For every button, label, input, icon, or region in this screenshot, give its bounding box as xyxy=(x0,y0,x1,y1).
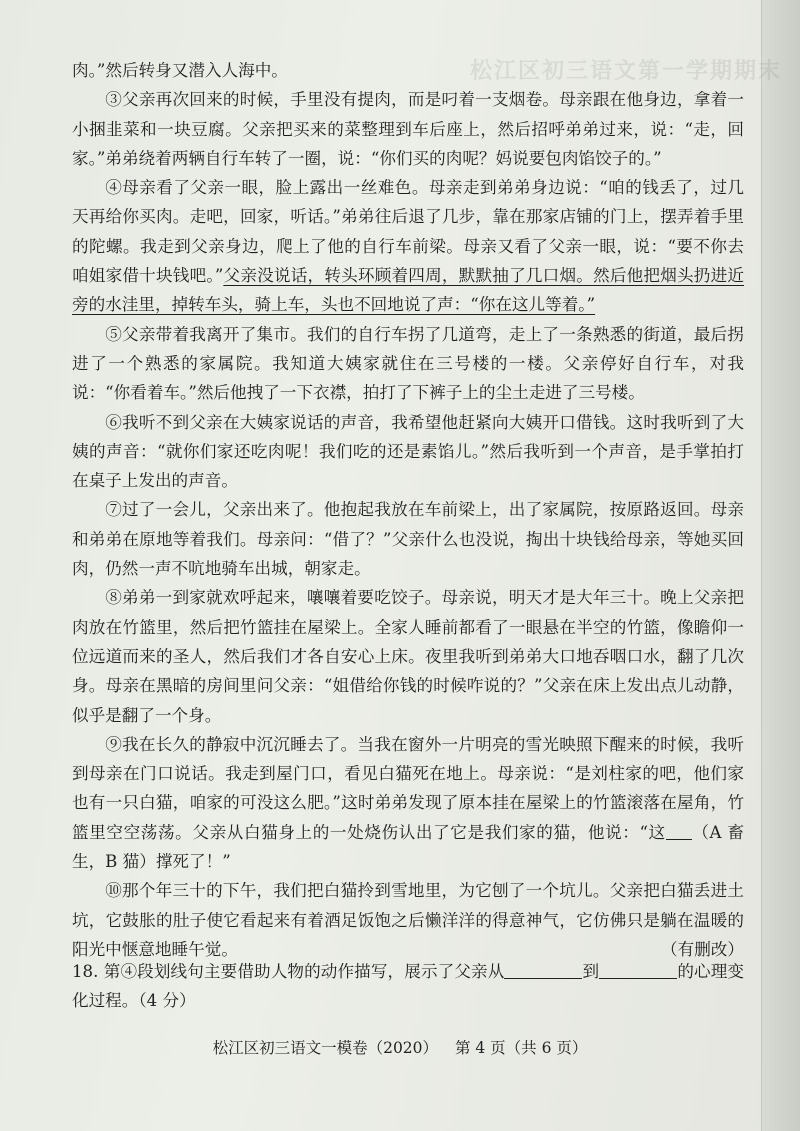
page-footer xyxy=(0,1036,800,1058)
paragraph-intro: 肉。”然后转身又潜入人海中。 xyxy=(72,61,288,80)
paragraph-6: ⑥我听不到父亲在大姨家说话的声音，我希望他赶紧向大姨开口借钱。这时我听到了大姨的声音：“就你们家还吃肉呢！我们吃的还是素馅儿。”然后我听到一个声音，是手掌拍打在桌子上发出的声音。 xyxy=(72,412,744,491)
paragraph-5: ⑤父亲带着我离开了集市。我们的自行车拐了几道弯，走上了一条熟悉的街道，最后拐进了一个熟悉的家属院。我知道大姨家就住在三号楼的一楼。父亲停好自行车，对我说：“你看着车。”然后他拽了一下衣襟，拍打了下裤子上的尘土走进了三号楼。 xyxy=(72,324,744,403)
question-18-blank-2[interactable] xyxy=(599,962,677,979)
question-18-text-a: 18. 第④段划线句主要借助人物的动作描写，展示了父亲从 xyxy=(72,962,505,981)
question-18-text-b: 到 xyxy=(582,962,600,981)
edit-note: （有删改） xyxy=(661,939,744,959)
paragraph-9-blank[interactable] xyxy=(666,823,692,840)
question-18 xyxy=(72,957,744,1016)
paragraph-9-text: ⑨我在长久的静寂中沉沉睡去了。当我在窗外一片明亮的雪光映照下醒来的时候，我听到母亲在门口说话。我走到屋门口，看见白猫死在地上。母亲说：“是刘柱家的吧，他们家也有一只白猫，咱家的可没这么肥。”这时弟弟发现了原本挂在屋梁上的竹篮滚落在屋角，竹篮里空空荡荡。父亲从白猫身上的一处烧伤认出了它是我们家的猫，他说：“这 xyxy=(72,734,744,842)
question-18-blank-1[interactable] xyxy=(504,962,582,979)
paragraph-7: ⑦过了一会儿，父亲出来了。他抱起我放在车前梁上，出了家属院，按原路返回。母亲和弟弟在原地等着我们。母亲问：“借了？”父亲什么也没说，掏出十块钱给母亲，等她买回肉，仍然一声不吭地骑车出城，朝家走。 xyxy=(72,500,744,579)
question-18-text-c: 的心理变化过程。（4 分） xyxy=(72,962,744,1011)
page-binding-edge xyxy=(761,0,800,1131)
paragraph-9 xyxy=(72,730,744,876)
footer-page-number: 第 4 页（共 6 页） xyxy=(454,1039,588,1057)
paragraph-8: ⑧弟弟一到家就欢呼起来，嚷嚷着要吃饺子。母亲说，明天才是大年三十。晚上父亲把肉放在竹篮里，然后把竹篮挂在屋梁上。全家人睡前都看了一眼悬在半空的竹篮，像瞻仰一位远道而来的圣人，然后我们才各自安心上床。夜里我听到弟弟大口地吞咽口水，翻了几次身。母亲在黑暗的房间里问父亲：“姐借给你钱的时候咋说的？”父亲在床上发出点儿动静，似乎是翻了一个身。 xyxy=(72,588,744,725)
paragraph-9-options: （A 畜生，B 猫）撑死了！” xyxy=(72,822,745,872)
paragraph-10 xyxy=(72,876,744,964)
reading-passage xyxy=(72,56,744,964)
paragraph-3: ③父亲再次回来的时候，手里没有提肉，而是叼着一支烟卷。母亲跟在他身边，拿着一小捆韭菜和一块豆腐。父亲把买来的菜整理到车后座上，然后招呼弟弟过来，说：“走，回家。”弟弟绕着两辆自行车转了一圈，说：“你们买的肉呢？妈说要包肉馅饺子的。” xyxy=(72,90,744,168)
paragraph-4 xyxy=(72,173,744,319)
paragraph-4-text: ④母亲看了父亲一眼，脸上露出一丝难色。母亲走到弟弟身边说：“咱的钱丢了，过几天再给你买肉。走吧，回家，听话。”弟弟往后退了几步，靠在那家店铺的门上，摆弄着手里的陀螺。我走到父亲身边，爬上了他的自行车前梁。母亲又看了父亲一眼，说：“要不你去咱姐家借十块钱吧。” xyxy=(72,178,744,286)
paragraph-4-underlined-sentence: 父亲没说话，转头环顾着四周，默默抽了几口烟。然后他把烟头扔进近旁的水洼里，掉转车头，骑上车，头也不回地说了声：“你在这儿等着。” xyxy=(72,266,744,315)
bleed-through-header: 松江区初三语文第一学期期末 xyxy=(470,59,783,84)
footer-exam-title: 松江区初三语文一模卷（2020） xyxy=(212,1039,439,1057)
paragraph-10-text: ⑩那个年三十的下午，我们把白猫拎到雪地里，为它刨了一个坑儿。父亲把白猫丢进土坑，它鼓胀的肚子使它看起来有着酒足饭饱之后懒洋洋的得意神气，它仿佛只是躺在温暖的阳光中惬意地睡午觉。 xyxy=(72,881,744,959)
